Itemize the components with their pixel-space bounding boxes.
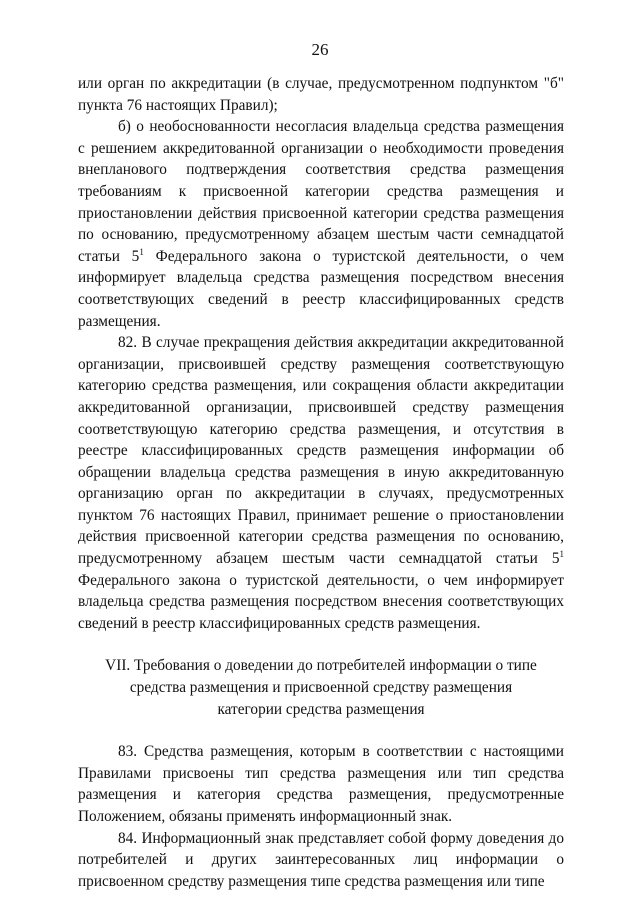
paragraph-text-part: б) о необоснованности несогласия владельца средства размещения с решением аккредитованной организации о необходимости проведения внепланового подтверждения соответствия средства размещения требованиям к присвоенной категории средства размещения и приостановлении действия присвоенной категории средства размещения по основанию, предусмотренному абзацем шестым части семнадцатой статьи 5 xyxy=(78,118,564,265)
paragraph-text-part: Федерального закона о туристской деятельности, о чем информирует владельца средства размещения посредством внесения соответствующих сведений в реестр классифицированных средств размещения. xyxy=(78,571,564,632)
paragraph-84: 84. Информационный знак представляет собой форму доведения до потребителей и других заинтересованных лиц информации о присвоенном средству размещения типе средства размещения или типе xyxy=(78,829,564,890)
paragraph-subitem-b xyxy=(78,116,564,332)
paragraph-83: 83. Средства размещения, которым в соответствии с настоящими Правилами присвоены тип средства размещения или тип средства размещения и категория средства размещения, предусмотренные Положением, обязаны применять информационный знак. xyxy=(78,743,564,825)
paragraph-82 xyxy=(78,332,564,634)
page-number: 26 xyxy=(311,40,329,59)
superscript: 1 xyxy=(139,246,144,257)
paragraph-continuation: или орган по аккредитации (в случае, предусмотренном подпунктом "б" пункта 76 настоящих Правил); xyxy=(78,75,564,114)
paragraph-text-part: 82. В случае прекращения действия аккредитации аккредитованной организации, присвоившей средству размещения соответствующую категорию средства размещения, или сокращения области аккредитации аккредитованной организации, присвоившей средству размещения соответствующую категорию средства размещения, и отсутствия в реестре классифицированных средств размещения информации об обращении владельца средства размещения в иную аккредитованную организацию орган по аккредитации в случаях, предусмотренных пунктом 76 настоящих Правил, принимает решение о приостановлении действия присвоенной категории средства размещения по основанию, предусмотренному абзацем шестым части семнадцатой статьи 5 xyxy=(78,334,564,568)
spacer xyxy=(78,634,564,655)
superscript: 1 xyxy=(559,549,564,560)
section-heading: VII. Требования о доведении до потребителей информации о типе средства размещения и присвоенной средству размещения категории средства размещения xyxy=(105,657,537,718)
paragraph-text-part: Федерального закона о туристской деятельности, о чем информирует владельца средства размещения посредством внесения соответствующих сведений в реестр классифицированных средств размещения. xyxy=(78,247,565,330)
spacer xyxy=(78,720,564,741)
body-text xyxy=(78,73,564,892)
